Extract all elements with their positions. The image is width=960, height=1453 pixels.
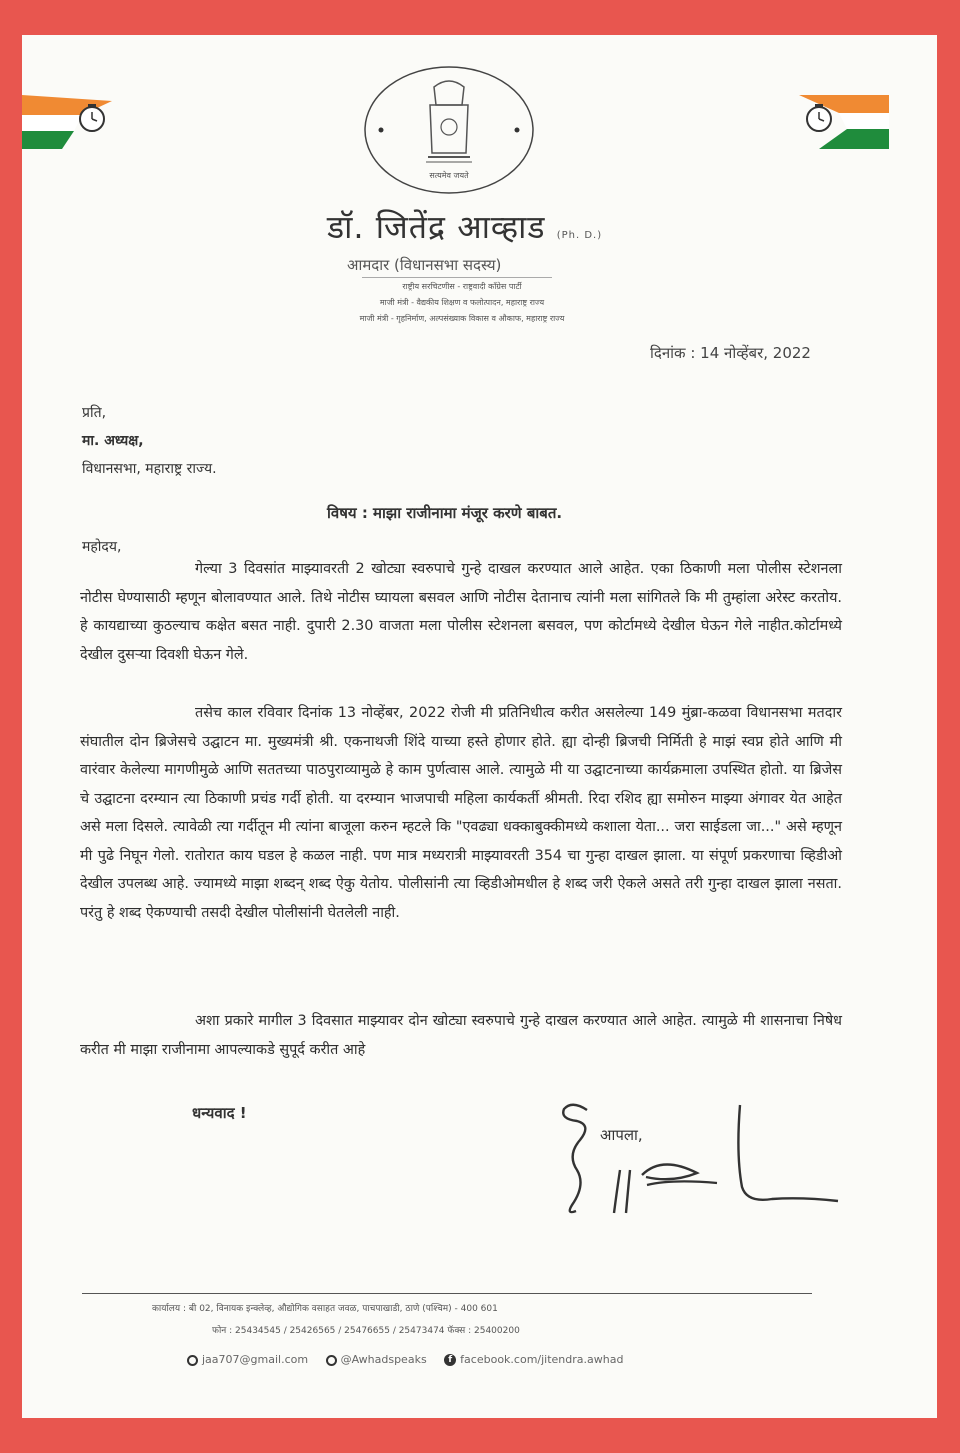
letter-page (22, 35, 937, 1418)
handwritten-signature (542, 1095, 842, 1225)
letterhead-line-3: माजी मंत्री - गृहनिर्माण, अल्पसंख्याक विकास व औकाफ, महाराष्ट्र राज्य (359, 314, 565, 323)
letterhead-name-text: डॉ. जितेंद्र आव्हाड (327, 208, 546, 246)
footer-facebook-text: facebook.com/jitendra.awhad (460, 1353, 624, 1366)
email-icon (187, 1355, 198, 1366)
footer-office-address: कार्यालय : बी 02, विनायक इन्क्लेव्ह, औद्योगिक वसाहत जवळ, पाचपाखाडी, ठाणे (पश्चिम) - 400 601 (152, 1304, 498, 1314)
twitter-icon (326, 1355, 337, 1366)
footer-email[interactable] (187, 1353, 312, 1366)
designation-underline (362, 277, 552, 278)
national-emblem-icon (364, 65, 534, 195)
footer-email-text: jaa707@gmail.com (202, 1353, 309, 1366)
address-line-2: मा. अध्यक्ष, (82, 433, 144, 449)
letter-salutation: महोदय, (82, 539, 122, 555)
letter-subject: विषय : माझा राजीनामा मंजूर करणे बाबत. (327, 504, 563, 522)
footer-twitter[interactable] (326, 1353, 431, 1366)
party-flag-left-icon (22, 93, 112, 153)
footer-phones: फोन : 25434545 / 25426565 / 25476655 / 25473474 फॅक्स : 25400200 (212, 1326, 520, 1336)
letterhead-line-2: माजी मंत्री - वैद्यकीय शिक्षण व फलोत्पादन, महाराष्ट्र राज्य (379, 298, 545, 307)
letterhead-designation: आमदार (विधानसभा सदस्य) (347, 256, 502, 274)
footer-divider (82, 1293, 812, 1294)
party-flag-right-icon (799, 93, 889, 153)
closing-yours: आपला, (600, 1126, 643, 1144)
emblem-motto: सत्यमेव जयते (429, 171, 469, 180)
facebook-icon: f (444, 1354, 456, 1366)
footer-twitter-text: @Awhadspeaks (340, 1353, 427, 1366)
footer-contacts (187, 1353, 637, 1366)
letterhead-name (327, 205, 602, 248)
body-paragraph-2: तसेच काल रविवार दिनांक 13 नोव्हेंबर, 2022 रोजी मी प्रतिनिधीत्व करीत असलेल्या 149 मुंब्रा-कळवा विधानसभा मतदार संघातील दोन ब्रिजेसचे उद्घाटन मा. मुख्यमंत्री श्री. एकनाथजी शिंदे याच्या हस्ते होणार होते. ह्या दोन्ही ब्रिजची निर्मिती हे माझं स्वप्न होते आणि मी वारंवार केलेल्या मागणीमुळे आणि सततच्या पाठपुराव्यामुळे हे काम पुर्णत्वास आले. त्यामुळे मी या उद्घाटनाच्या कार्यक्रमाला उपस्थित होतो. या ब्रिजेस चे उद्घाटना दरम्यान त्या ठिकाणी प्रचंड गर्दी होती. या दरम्यान भाजपाची महिला कार्यकर्ती श्रीमती. रिदा रशिद ह्या समोरुन माझ्या अंगावर येत आहेत असे मला दिसले. त्यावेळी त्या गर्दीतून मी त्यांना बाजूला करुन म्हटले कि "एवढ्या धक्काबुक्कीमध्ये कशाला येता... जरा साईडला जा..." असे म्हणून मी पुढे निघून गेलो. रातोरात काय घडल हे कळल नाही. पण मात्र मध्यरात्री माझ्यावरती 354 चा गुन्हा दाखल झाला. या संपूर्ण प्रकरणाचा व्हिडीओ देखील उपलब्ध आहे. ज्यामध्ये माझा शब्दन् शब्द ऐकु येतोय. पोलीसांनी त्या व्हिडीओमधील हे शब्द जरी ऐकले असते तरी गुन्हा दाखल झाला नसता. परंतु हे शब्द ऐकण्याची तसदी देखील पोलीसांनी घेतलेली नाही. (80, 705, 842, 921)
closing-thanks: धन्यवाद ! (192, 1104, 247, 1122)
footer-facebook[interactable] (444, 1353, 623, 1366)
body-paragraph-1: गेल्या 3 दिवसांत माझ्यावरती 2 खोट्या स्वरुपाचे गुन्हे दाखल करण्यात आले आहेत. एका ठिकाणी मला पोलीस स्टेशनला नोटीस घेण्यासाठी म्हणून बोलावण्यात आले. तिथे नोटीस घ्यायला बसवल आणि नोटीस देतानाच त्यांनी मला सांगितले कि मी तुम्हांला अरेस्ट करतोय. हे कायद्याच्या कुठल्याच कक्षेत बसत नाही. दुपारी 2.30 वाजता मला पोलीस स्टेशनला बसवल, पण कोर्टामध्ये देखील घेऊन गेले नाहीत.कोर्टामध्ये देखील दुसऱ्या दिवशी घेऊन गेले. (80, 561, 842, 663)
letterhead-line-1: राष्ट्रीय सरचिटणीस - राष्ट्रवादी काँग्रेस पार्टी (402, 282, 522, 291)
letterhead-degree: (Ph. D.) (556, 230, 603, 241)
letter-date: दिनांक : 14 नोव्हेंबर, 2022 (650, 344, 811, 362)
body-paragraph-3: अशा प्रकारे मागील 3 दिवसात माझ्यावर दोन खोट्या स्वरुपाचे गुन्हे दाखल करण्यात आले आहेत. त्यामुळे मी शासनाचा निषेध करीत मी माझा राजीनामा आपल्याकडे सुपूर्द करीत आहे (80, 1013, 842, 1058)
address-line-3: विधानसभा, महाराष्ट्र राज्य. (82, 461, 217, 477)
address-line-1: प्रति, (82, 405, 107, 421)
